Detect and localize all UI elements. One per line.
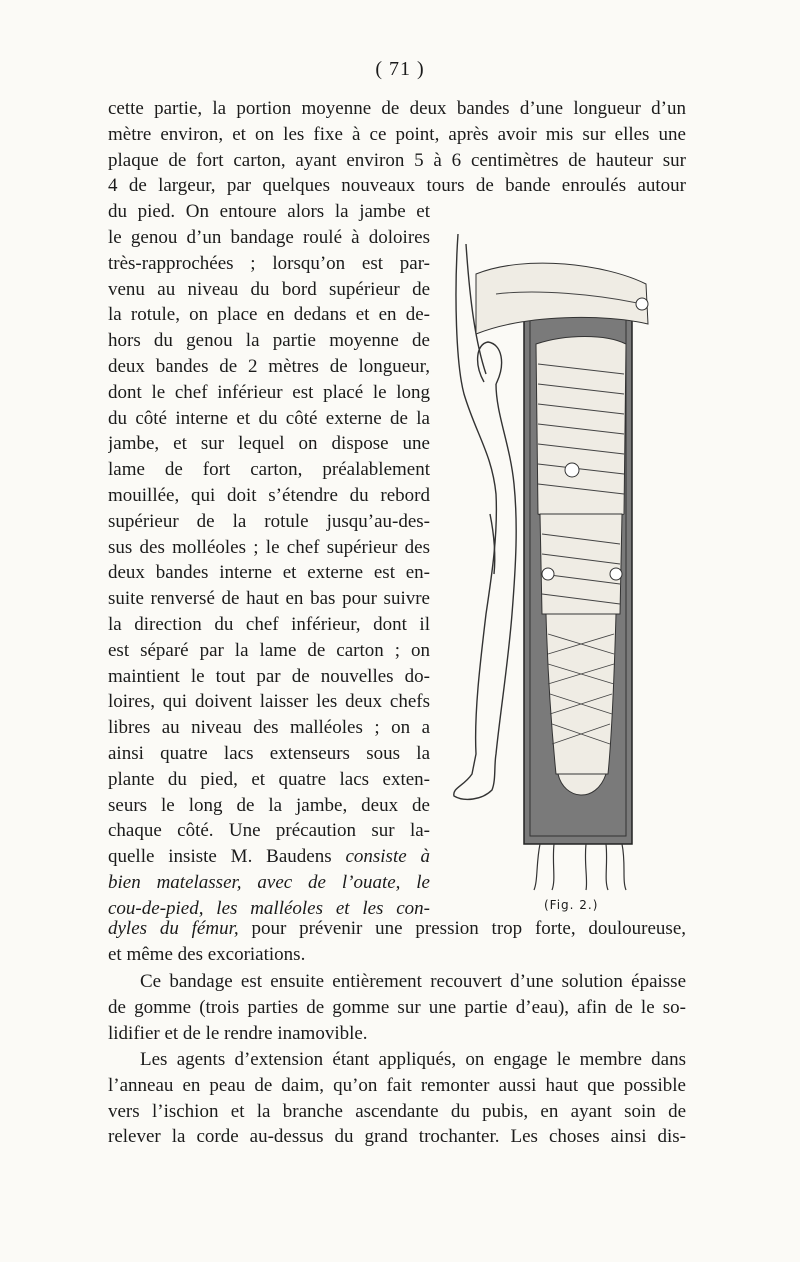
italic-line: cou-de-pied, les malléoles et les con- — [108, 897, 430, 919]
wrapped-text — [108, 199, 430, 921]
text-line: libres au niveau des malléoles ; on a — [108, 717, 430, 739]
text-line: et même des excoriations. — [108, 943, 306, 965]
text-line — [108, 844, 430, 870]
text-line: cette partie, la portion moyenne de deux bandes d’une longueur d’un — [108, 98, 686, 119]
text-line: vers l’ischion et la branche ascendante du pubis, en ayant soin de — [108, 1100, 686, 1122]
text-line: suite renversé de haut en bas pour suivre — [108, 588, 430, 610]
text-line: 4 de largeur, par quelques nouveaux tours de bande enroulés autour — [108, 175, 686, 197]
text-line: supérieur de la rotule jusqu’au-des- — [108, 510, 430, 532]
italic-fragment: dyles du fémur, — [108, 918, 239, 939]
text-line: de gomme (trois parties de gomme sur une partie d’eau), afin de le so- — [108, 996, 686, 1018]
text-line: très-rapprochées ; lorsqu’on est par- — [108, 252, 430, 274]
text-line: maintient le tout par de nouvelles do- — [108, 665, 430, 687]
paragraph-1-end — [108, 916, 686, 968]
text-line: la direction du chef inférieur, dont il — [108, 613, 430, 635]
text-line: du côté interne et du côté externe de la — [108, 407, 430, 429]
text-line: Ce bandage est ensuite entièrement recouvert d’une solution épaisse — [140, 971, 686, 992]
text-line: seurs le long de la jambe, deux de — [108, 794, 430, 816]
paragraph-3 — [108, 1047, 686, 1150]
text-line: jambe, et sur lequel on dispose une — [108, 433, 430, 455]
page-number: ( 71 ) — [375, 58, 425, 80]
text-line: Les agents d’extension étant appliqués, on engage le membre dans — [140, 1049, 686, 1070]
text-line: sus des molléoles ; le chef supérieur des — [108, 536, 430, 558]
text-line: venu au niveau du bord supérieur de — [108, 278, 430, 300]
text-line: lame de fort carton, préalablement — [108, 459, 430, 481]
text-line: deux bandes interne et externe est en- — [108, 562, 430, 584]
italic-line: bien matelasser, avec de l’ouate, le — [108, 871, 430, 893]
leg-splint-illustration — [436, 214, 688, 894]
text-line: dont le chef inférieur est placé le long — [108, 381, 430, 403]
text-line: plante du pied, et quatre lacs exten- — [108, 768, 430, 790]
italic-fragment: consiste à — [345, 846, 430, 868]
paragraph-2 — [108, 969, 686, 1046]
text-line: l’anneau en peau de daim, qu’on fait remonter aussi haut que possible — [108, 1074, 686, 1096]
text-line: hors du genou la partie moyenne de — [108, 330, 430, 352]
text-line: la rotule, on place en dedans et en de- — [108, 304, 430, 326]
text-line: le genou d’un bandage roulé à doloires — [108, 226, 430, 248]
text-line: relever la corde au-dessus du grand trochanter. Les choses ainsi dis- — [108, 1126, 686, 1148]
text-line — [108, 916, 686, 942]
text-line: chaque côté. Une précaution sur la- — [108, 820, 430, 842]
text-line: lidifier et de le rendre inamovible. — [108, 1022, 368, 1044]
text-line: ainsi quatre lacs extenseurs sous la — [108, 742, 430, 764]
text-line: est séparé par la lame de carton ; on — [108, 639, 430, 661]
text-line: loires, qui doivent laisser les deux chefs — [108, 691, 430, 713]
text-line: plaque de fort carton, ayant environ 5 à 6 centimètres de hauteur sur — [108, 149, 686, 171]
text-fragment: quelle insiste M. Baudens — [108, 846, 332, 868]
text-line: du pied. On entoure alors la jambe et — [108, 201, 430, 223]
hanging-cords — [534, 844, 626, 890]
figure-caption: (Fig. 2.) — [544, 898, 599, 912]
text-line: mouillée, qui doit s’étendre du rebord — [108, 484, 430, 506]
text-line: deux bandes de 2 mètres de longueur, — [108, 355, 430, 377]
text-line: mètre environ, et on les fixe à ce point, après avoir mis sur elles une — [108, 123, 686, 145]
text-fragment: pour prévenir une pression trop forte, douloureuse, — [251, 918, 686, 939]
